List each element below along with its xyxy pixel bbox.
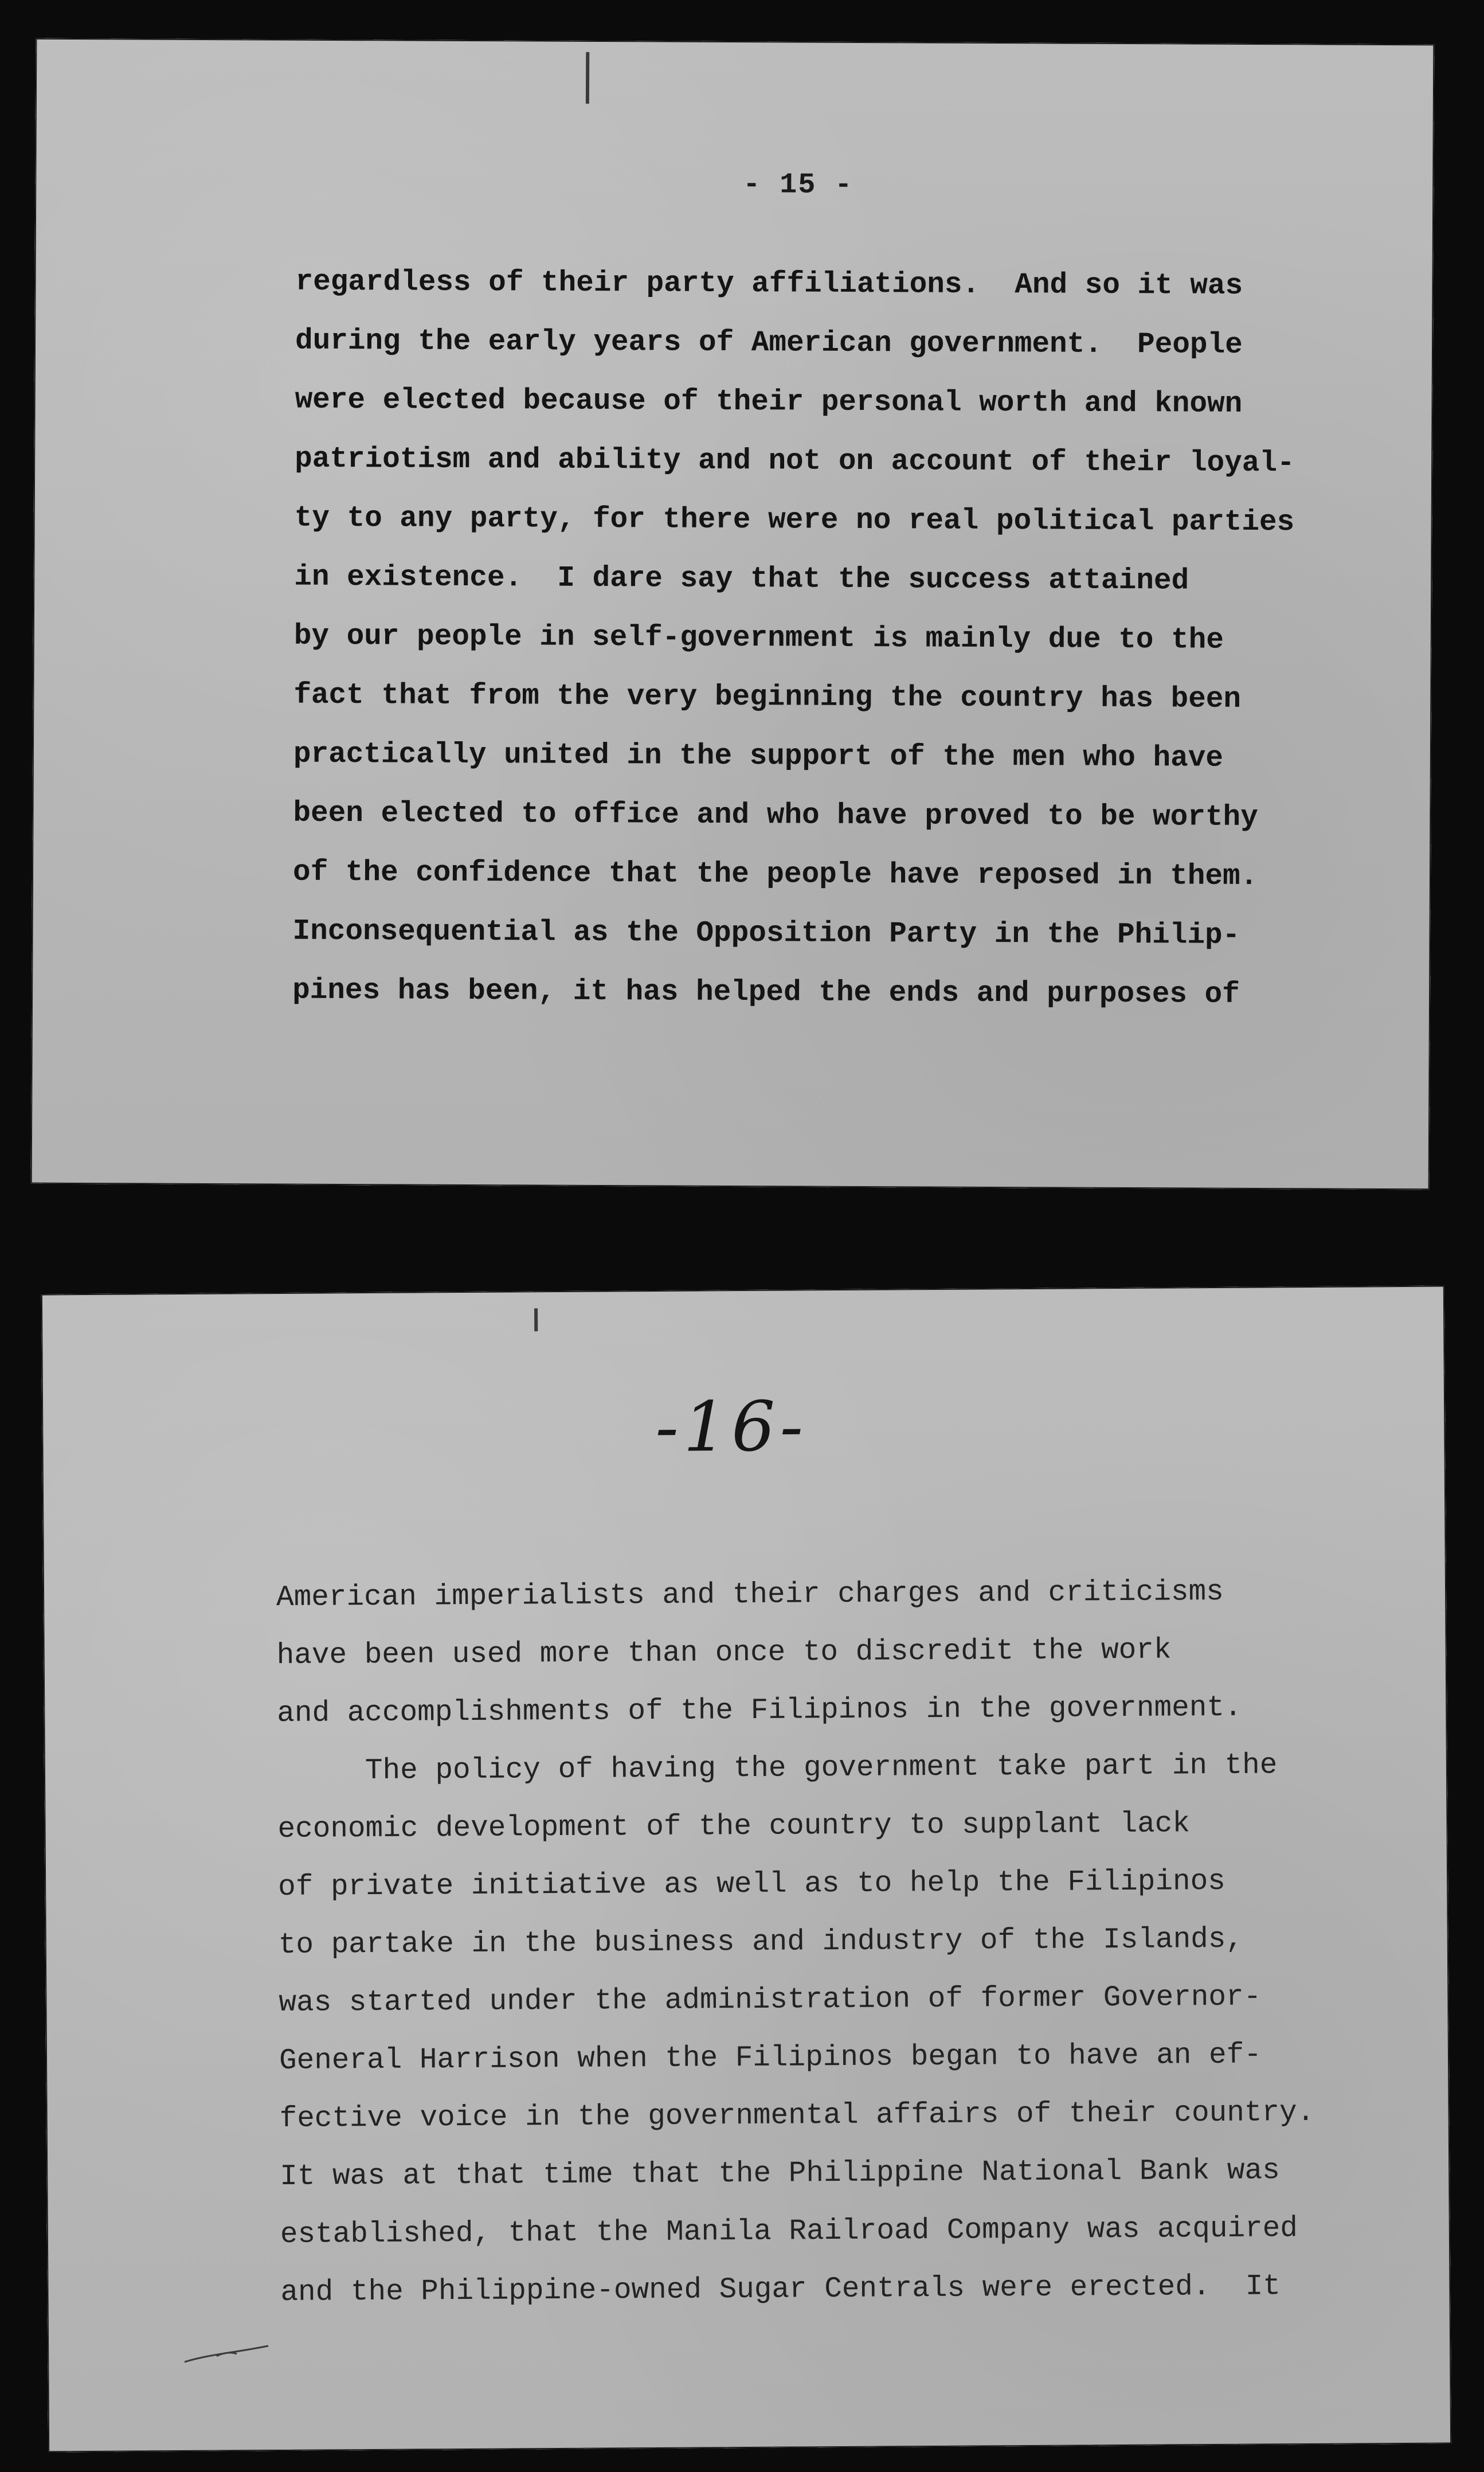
text-line: of the confidence that the people have reposed in them. [292, 856, 1258, 894]
text-line: practically united in the support of the men who have [293, 738, 1224, 775]
page-15-sheet [31, 38, 1435, 1190]
text-line: The policy of having the government take part in the [277, 1749, 1278, 1788]
page-body-text [276, 1563, 1316, 2322]
text-line: fact that from the very beginning the country has been [293, 679, 1242, 716]
text-line: of private initiative as well as to help the Filipinos [278, 1865, 1225, 1904]
text-line: It was at that time that the Philippine National Bank was [280, 2154, 1280, 2193]
text-line: regardless of their party affiliations. And so it was [295, 265, 1243, 303]
text-line: General Harrison when the Filipinos began to have an ef- [279, 2039, 1262, 2078]
text-line: Inconsequential as the Opposition Party in the Philip- [292, 915, 1240, 952]
text-line: American imperialists and their charges and criticisms [276, 1575, 1224, 1614]
text-line: and accomplishments of the Filipinos in the government. [277, 1691, 1242, 1730]
text-line: pines has been, it has helped the ends and purposes of [292, 974, 1240, 1011]
pencil-scribble-mark [182, 2340, 274, 2369]
text-line: patriotism and ability and not on account of their loyal- [295, 443, 1295, 480]
text-line: to partake in the business and industry of the Islands, [278, 1923, 1244, 1962]
text-line: during the early years of American government. People [295, 324, 1243, 362]
text-line: have been used more than once to discredit the work [276, 1634, 1172, 1672]
page-16-sheet [41, 1286, 1451, 2453]
text-line: was started under the administration of former Governor- [279, 1981, 1262, 2020]
text-line: established, that the Manila Railroad Company was acquired [280, 2212, 1298, 2251]
text-line: in existence. I dare say that the success attained [294, 561, 1189, 598]
staple-mark [586, 52, 589, 104]
text-line: were elected because of their personal worth and known [295, 384, 1243, 421]
text-line: ty to any party, for there were no real political parties [294, 502, 1295, 539]
text-line: and the Philippine-owned Sugar Centrals were erected. It [280, 2270, 1281, 2309]
text-line: economic development of the country to supplant lack [277, 1808, 1191, 1846]
page-number: - 15 - [743, 169, 853, 202]
staple-mark [534, 1308, 538, 1331]
text-line: by our people in self-government is mainly due to the [293, 620, 1224, 657]
page-body-text [292, 253, 1295, 1025]
text-line: been elected to office and who have proved to be worthy [293, 797, 1258, 835]
text-line: fective voice in the governmental affairs of their country. [279, 2096, 1315, 2135]
handwritten-page-number: -16- [655, 1387, 808, 1468]
